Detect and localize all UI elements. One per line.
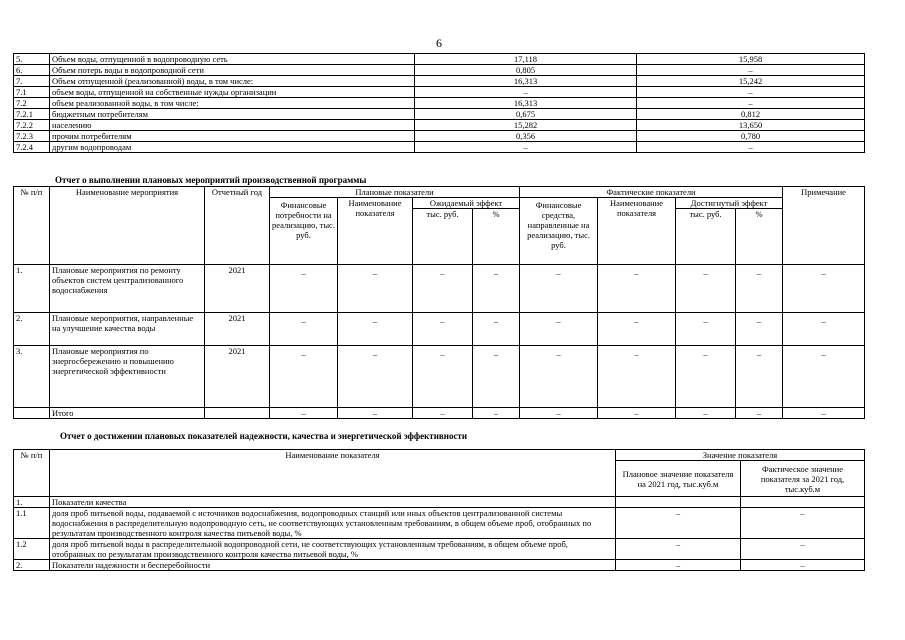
th-year: Отчетный год: [205, 187, 270, 265]
page-number: 6: [436, 36, 442, 50]
row-name: Плановые мероприятия по энергосбережению и повышению энергетической эффективности: [50, 346, 205, 408]
table-row: [14, 109, 865, 120]
row-fact-value: –: [741, 560, 865, 571]
row-value: –: [783, 265, 865, 313]
row-num: 1.: [14, 265, 50, 313]
table-row: [14, 65, 865, 76]
row-name: объем воды, отпущенной на собственные нужды организации: [50, 87, 415, 98]
th-fact-eff: Достигнутый эффект: [676, 198, 783, 209]
row-value: –: [338, 408, 413, 419]
row-plan-value: –: [616, 508, 741, 539]
th3-name: Наименование показателя: [50, 450, 616, 497]
th-num: № п/п: [14, 187, 50, 265]
row-num: 2.: [14, 313, 50, 346]
row-num: 3.: [14, 346, 50, 408]
row-value: –: [520, 346, 598, 408]
row-value: –: [338, 313, 413, 346]
row-value: –: [473, 265, 520, 313]
row-value: –: [783, 408, 865, 419]
table-row: [14, 265, 865, 313]
row-num: 6.: [14, 65, 50, 76]
row-value: –: [676, 346, 736, 408]
total-label: Итого: [50, 408, 205, 419]
row-value: –: [413, 408, 473, 419]
row-value: –: [736, 313, 783, 346]
row-value: –: [270, 265, 338, 313]
water-volume-table: [13, 53, 865, 153]
row-value: –: [270, 408, 338, 419]
row-value: –: [270, 313, 338, 346]
row-name: Плановые мероприятия по ремонту объектов систем централизованного водоснабжения: [50, 265, 205, 313]
row-plan-value: 0,356: [415, 131, 637, 142]
row-year: 2021: [205, 313, 270, 346]
row-value: –: [520, 265, 598, 313]
row-value: –: [413, 265, 473, 313]
th-plan-ind: Наименование показателя: [338, 198, 413, 265]
row-value: –: [598, 313, 676, 346]
row-num: 1.: [14, 497, 50, 508]
row-value: –: [473, 408, 520, 419]
section-title-indicators: Отчет о достижении плановых показателей надежности, качества и энергетической эффективности: [60, 431, 468, 441]
row-num: 1.1: [14, 508, 50, 539]
row-value: –: [413, 313, 473, 346]
row-name: прочим потребителям: [50, 131, 415, 142]
row-fact-value: 0,780: [637, 131, 865, 142]
table-row: [14, 87, 865, 98]
row-num: 7.2.2: [14, 120, 50, 131]
row-value: –: [783, 313, 865, 346]
row-value: –: [520, 408, 598, 419]
th-plan-eff-rub: тыс. руб.: [413, 209, 473, 265]
row-plan-value: [616, 497, 741, 508]
row-fact-value: –: [637, 65, 865, 76]
row-name: доля проб питьевой воды, подаваемой с источников водоснабжения, водопроводных станций или иных объектов централизованной системы водоснабжения в распределительную водопроводную сеть, не соответствующих установленным требованиям, в общем объеме проб, отобранных по результатам производственного контроля качества питьевой воды, %: [50, 508, 616, 539]
row-value: –: [338, 265, 413, 313]
row-value: –: [676, 313, 736, 346]
row-year: 2021: [205, 265, 270, 313]
row-value: –: [736, 408, 783, 419]
th3-fact: Фактическое значение показателя за 2021 год, тыс.куб.м: [741, 461, 865, 497]
table-row: [14, 497, 865, 508]
row-year: 2021: [205, 346, 270, 408]
row-num: 7.1: [14, 87, 50, 98]
row-name: Объем потерь воды в водопроводной сети: [50, 65, 415, 76]
th-plan-fin: Финансовые потребности на реализацию, тыс. руб.: [270, 198, 338, 265]
th-plan-eff-pct: %: [473, 209, 520, 265]
row-value: –: [598, 346, 676, 408]
row-value: –: [520, 313, 598, 346]
row-name: объем реализованной воды, в том числе:: [50, 98, 415, 109]
row-num: 7.: [14, 76, 50, 87]
th-fact-eff-pct: %: [736, 209, 783, 265]
row-value: –: [736, 346, 783, 408]
row-name: населению: [50, 120, 415, 131]
row-plan-value: –: [616, 560, 741, 571]
row-plan-value: –: [616, 539, 741, 560]
row-year: [205, 408, 270, 419]
table-row: [14, 508, 865, 539]
row-name: бюджетным потребителям: [50, 109, 415, 120]
table-row: [14, 560, 865, 571]
th-fact-ind: Наименование показателя: [598, 198, 676, 265]
row-plan-value: 0,805: [415, 65, 637, 76]
total-row: [14, 408, 865, 419]
row-plan-value: 16,313: [415, 76, 637, 87]
table-row: [14, 54, 865, 65]
row-plan-value: 17,118: [415, 54, 637, 65]
th-plan-eff: Ожидаемый эффект: [413, 198, 520, 209]
th-plan-group: Плановые показатели: [270, 187, 520, 198]
row-fact-value: –: [741, 539, 865, 560]
section-title-programme: Отчет о выполнении плановых мероприятий производственной программы: [55, 175, 367, 185]
th-fact-group: Фактические показатели: [520, 187, 783, 198]
row-num: [14, 408, 50, 419]
programme-table: [13, 186, 865, 419]
row-plan-value: 16,313: [415, 98, 637, 109]
row-value: –: [338, 346, 413, 408]
th3-value-group: Значение показателя: [616, 450, 865, 461]
row-num: 7.2.4: [14, 142, 50, 153]
row-value: –: [270, 346, 338, 408]
row-fact-value: –: [637, 98, 865, 109]
row-num: 1.2: [14, 539, 50, 560]
th3-plan: Плановое значение показателя на 2021 год, тыс.куб.м: [616, 461, 741, 497]
th-fact-fin: Финансовые средства, направленные на реализацию, тыс. руб.: [520, 198, 598, 265]
row-num: 5.: [14, 54, 50, 65]
row-plan-value: 0,675: [415, 109, 637, 120]
row-fact-value: [741, 497, 865, 508]
row-value: –: [783, 346, 865, 408]
indicators-table: [13, 449, 865, 571]
row-name: Показатели надежности и бесперебойности: [50, 560, 616, 571]
table-row: [14, 142, 865, 153]
row-value: –: [473, 346, 520, 408]
row-name: Объем отпущенной (реализованной) воды, в том числе:: [50, 76, 415, 87]
row-value: –: [598, 408, 676, 419]
row-name: Объем воды, отпущенной в водопроводную сеть: [50, 54, 415, 65]
row-value: –: [473, 313, 520, 346]
table-row: [14, 346, 865, 408]
row-value: –: [413, 346, 473, 408]
row-num: 7.2.1: [14, 109, 50, 120]
row-value: –: [736, 265, 783, 313]
row-value: –: [676, 265, 736, 313]
row-fact-value: –: [741, 508, 865, 539]
table-row: [14, 313, 865, 346]
row-name: Плановые мероприятия, направленные на улучшение качества воды: [50, 313, 205, 346]
table-row: [14, 98, 865, 109]
row-fact-value: 15,958: [637, 54, 865, 65]
table-row: [14, 539, 865, 560]
row-plan-value: 15,282: [415, 120, 637, 131]
th-fact-eff-rub: тыс. руб.: [676, 209, 736, 265]
th3-num: № п/п: [14, 450, 50, 497]
table-row: [14, 131, 865, 142]
row-fact-value: –: [637, 142, 865, 153]
row-plan-value: –: [415, 142, 637, 153]
row-fact-value: 0,812: [637, 109, 865, 120]
row-num: 7.2.3: [14, 131, 50, 142]
row-num: 7.2: [14, 98, 50, 109]
row-name: другим водопроводам: [50, 142, 415, 153]
row-name: доля проб питьевой воды в распределительной водопроводной сети, не соответствующих установленным требованиям, в общем объеме проб, отобранных по результатам производственного контроля качества питьевой воды, %: [50, 539, 616, 560]
th-name: Наименование мероприятия: [50, 187, 205, 265]
table-row: [14, 120, 865, 131]
row-name: Показатели качества: [50, 497, 616, 508]
row-fact-value: 13,650: [637, 120, 865, 131]
row-fact-value: –: [637, 87, 865, 98]
row-fact-value: 15,242: [637, 76, 865, 87]
row-plan-value: –: [415, 87, 637, 98]
th-note: Примечание: [783, 187, 865, 265]
table-row: [14, 76, 865, 87]
row-value: –: [598, 265, 676, 313]
row-value: –: [676, 408, 736, 419]
row-num: 2.: [14, 560, 50, 571]
